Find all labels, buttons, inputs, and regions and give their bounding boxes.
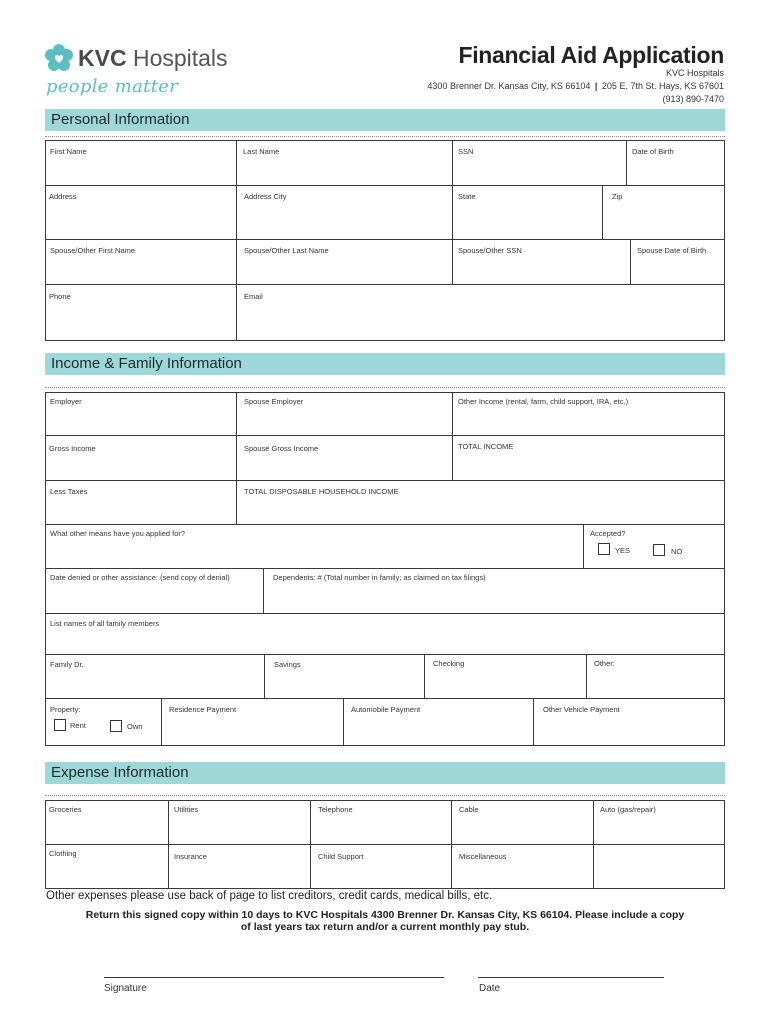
other-assets-field[interactable]: Other: [594,659,615,668]
personal-row-1 [45,140,725,186]
section-band-personal [45,109,725,131]
date-of-birth-field[interactable]: Date of Birth [632,147,674,156]
date-label: Date [479,983,501,994]
org-name: KVC Hospitals [665,68,724,78]
page-title: Financial Aid Application [458,42,724,68]
income-row-1 [45,392,725,436]
accepted-no-checkbox[interactable] [653,544,665,556]
signature-line[interactable] [104,977,444,978]
cable-field[interactable]: Cable [459,805,479,814]
income-row-5 [45,568,725,614]
income-row-6 [45,613,725,655]
total-disposable-income-field[interactable]: TOTAL DISPOSABLE HOUSEHOLD INCOME [244,487,399,496]
date-denied-field[interactable]: Date denied or other assistance: (send copy of denial) [50,573,230,582]
logo-tagline: people matter [46,76,179,97]
date-line[interactable] [478,977,664,978]
phone-field[interactable]: Phone [49,292,71,301]
family-doctor-field[interactable]: Family Dr. [50,660,84,669]
spouse-gross-income-field[interactable]: Spouse Gross Income [244,444,319,453]
section-heading-personal: Personal Information [51,111,190,128]
child-support-field[interactable]: Child Support [318,852,364,861]
personal-row-3 [45,239,725,285]
address-city-field[interactable]: Address City [244,192,287,201]
property-label: Property: [50,705,81,714]
income-row-7 [45,654,725,699]
other-income-field[interactable]: Other Income (rental, farm, child support, IRA, etc.) [458,397,629,406]
section-band-expense [45,762,725,784]
income-row-8 [45,698,725,746]
property-own-checkbox[interactable] [110,720,122,732]
expense-row-2 [45,844,725,889]
return-instructions-line-1: Return this signed copy within 10 days to KVC Hospitals 4300 Brenner Dr. Kansas City, KS 66104. Please include a copy [85,909,685,921]
section-rule [45,387,725,388]
section-band-income [45,353,725,375]
first-name-field[interactable]: First Name [50,147,87,156]
automobile-payment-field[interactable]: Automobile Payment [351,705,421,714]
groceries-field[interactable]: Groceries [49,805,82,814]
section-rule [45,795,725,796]
spouse-first-name-field[interactable]: Spouse/Other First Name [50,246,136,255]
section-rule [45,136,725,137]
return-instructions-line-2: of last years tax return and/or a current monthly pay stub. [240,921,530,933]
insurance-field[interactable]: Insurance [174,852,207,861]
address-hays: 205 E. 7th St. Hays, KS 67601 [601,81,724,91]
ssn-field[interactable]: SSN [458,147,474,156]
savings-field[interactable]: Savings [274,660,301,669]
clothing-field[interactable]: Clothing [49,849,77,858]
logo-wordmark-strong: KVC [78,45,127,71]
address-field[interactable]: Address [49,192,77,201]
less-taxes-field[interactable]: Less Taxes [50,487,88,496]
logo-wordmark-rest: Hospitals [126,45,228,71]
accepted-label: Accepted? [590,529,626,538]
spouse-ssn-field[interactable]: Spouse/Other SSN [458,246,522,255]
utilities-field[interactable]: Utilities [174,805,199,814]
property-rent-label: Rent [70,721,86,730]
spouse-last-name-field[interactable]: Spouse/Other Last Name [244,246,329,255]
employer-field[interactable]: Employer [50,397,82,406]
address-kansas-city: 4300 Brenner Dr. Kansas City, KS 66104 [427,81,591,91]
expense-row-1 [45,800,725,845]
accepted-yes-label: YES [615,546,631,555]
other-expenses-note: Other expenses please use back of page to list creditors, credit cards, medical bills, etc. [46,890,493,902]
checking-field[interactable]: Checking [433,659,465,668]
logo-wordmark [78,45,228,72]
accepted-no-label: NO [671,547,683,556]
section-heading-expense: Expense Information [51,764,189,781]
other-vehicle-payment-field[interactable]: Other Vehicle Payment [543,705,620,714]
flower-heart-logo-icon [44,44,74,74]
miscellaneous-field[interactable]: Miscellaneous [459,852,507,861]
total-income-field[interactable]: TOTAL INCOME [458,442,514,451]
kvc-logo [44,44,244,104]
org-phone: (913) 890-7470 [662,94,724,104]
zip-field[interactable]: Zip [612,192,623,201]
spouse-dob-field[interactable]: Spouse Date of Birth [637,246,707,255]
email-field[interactable]: Email [244,292,263,301]
signature-label: Signature [104,983,147,994]
residence-payment-field[interactable]: Residence Payment [169,705,237,714]
personal-row-2 [45,185,725,240]
property-own-label: Own [127,722,143,731]
property-rent-checkbox[interactable] [54,719,66,731]
auto-expense-field[interactable]: Auto (gas/repair) [600,805,656,814]
income-row-4 [45,524,725,569]
telephone-field[interactable]: Telephone [318,805,353,814]
org-addresses [427,81,724,91]
last-name-field[interactable]: Last Name [243,147,280,156]
income-row-2 [45,435,725,481]
state-field[interactable]: State [458,192,476,201]
personal-row-4 [45,284,725,341]
accepted-yes-checkbox[interactable] [598,543,610,555]
spouse-employer-field[interactable]: Spouse Employer [244,397,304,406]
dependents-field[interactable]: Dependents: # (Total number in family; as claimed on tax filings) [273,573,486,582]
section-heading-income: Income & Family Information [51,355,242,372]
gross-income-field[interactable]: Gross Income [49,444,96,453]
family-members-field[interactable]: List names of all family members [50,619,160,628]
other-means-field[interactable]: What other means have you applied for? [50,529,186,538]
income-row-3 [45,480,725,525]
address-separator: | [594,81,598,91]
